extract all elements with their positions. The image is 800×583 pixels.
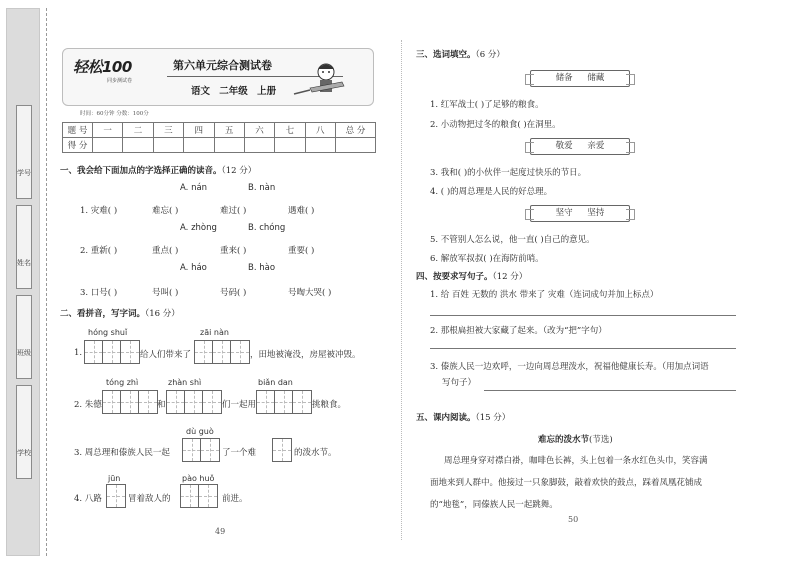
q1-option-b: B. nàn: [248, 183, 276, 193]
section-3-title: 三、选词填空。（6 分）: [416, 50, 505, 60]
cartoon-student-icon: [290, 60, 362, 100]
q1-option-a: A. nán: [180, 183, 208, 193]
sentence-task-2: 2. 那根扁担被大家藏了起来。（改为“把”字句）: [430, 326, 607, 336]
section-1-title: 一、我会给下面加点的字选择正确的读音。（12 分）: [60, 166, 257, 176]
score-input-cell[interactable]: [244, 138, 274, 153]
score-cell: 四: [184, 123, 214, 138]
q2-item[interactable]: 2. 重新( ): [80, 246, 118, 256]
page-number-right: 50: [568, 515, 579, 524]
q2-item[interactable]: 重来( ): [220, 246, 247, 256]
binding-strip: [6, 8, 40, 556]
student-id-label: 学号: [17, 169, 31, 177]
score-cell: 五: [214, 123, 244, 138]
l4-text: 前进。: [222, 494, 248, 504]
sentence-task-3-cont: 写句子）: [442, 378, 477, 388]
writing-grid[interactable]: [272, 438, 292, 462]
fill-blank-question[interactable]: 6. 解放军叔叔( )在海防前哨。: [430, 254, 544, 264]
l1-number: 1.: [74, 348, 83, 358]
pinyin-tongzhi: tóng zhì: [106, 378, 139, 387]
l1-text: ，田地被淹没，房屋被冲毁。: [250, 350, 361, 360]
student-id-box[interactable]: [16, 105, 32, 199]
pinyin-duguo: dù guò: [186, 427, 214, 436]
score-cell: 三: [153, 123, 183, 138]
passage-line: 的“地毯”，同傣族人民一起跳舞。: [430, 500, 558, 510]
page-number-left: 49: [215, 527, 226, 536]
pinyin-zainan: zāi nàn: [200, 328, 229, 337]
fill-blank-question[interactable]: 2. 小动物把过冬的粮食( )在洞里。: [430, 120, 561, 130]
answer-line[interactable]: [430, 348, 736, 349]
q3-item[interactable]: 号叫( ): [152, 288, 179, 298]
pinyin-biandan: biǎn dan: [258, 378, 293, 387]
section-2-title: 二、看拼音，写字词。（16 分）: [60, 309, 180, 319]
writing-grid[interactable]: [194, 340, 250, 364]
score-input-cell[interactable]: [214, 138, 244, 153]
answer-line[interactable]: [430, 315, 736, 316]
fill-blank-question[interactable]: 1. 红军战士( )了足够的粮食。: [430, 100, 544, 110]
l2-text: 们一起用: [222, 400, 257, 410]
sentence-task-3: 3. 傣族人民一边欢呼，一边向周总理泼水，祝福他健康长寿。（用加点词语: [430, 362, 709, 372]
writing-grid[interactable]: [102, 390, 158, 414]
score-cell: 总 分: [336, 123, 376, 138]
brand-subtitle: 同步测试卷: [107, 78, 133, 84]
q1-item[interactable]: 1. 灾难( ): [80, 206, 118, 216]
brand-logo: 轻松100: [73, 58, 132, 76]
section-5-title: 五、课内阅读。（15 分）: [416, 413, 511, 423]
student-name-box[interactable]: [16, 205, 32, 289]
writing-grid[interactable]: [106, 484, 126, 508]
passage-line: 周总理身穿对襟白褂，咖啡色长裤，头上包着一条水红色头巾，笑容满: [444, 456, 708, 466]
passage-title: 难忘的泼水节(节选): [538, 435, 613, 445]
q3-item[interactable]: 3. 口号( ): [80, 288, 118, 298]
score-input-cell[interactable]: [123, 138, 153, 153]
class-label: 班级: [17, 349, 31, 357]
score-cell: 一: [93, 123, 123, 138]
q3-item[interactable]: 号码( ): [220, 288, 247, 298]
passage-line: 面地来到人群中。他接过一只象脚鼓，敲着欢快的鼓点，踩着凤凰花铺成: [430, 478, 703, 488]
q2-option-a: A. zhòng: [180, 223, 217, 233]
pinyin-hongshui: hóng shuǐ: [88, 328, 128, 337]
word-choice-box: 坚守 坚持: [530, 205, 630, 222]
l4-text: 4. 八路: [74, 494, 102, 504]
exam-title: 第六单元综合测试卷: [173, 59, 272, 72]
score-cell: 六: [244, 123, 274, 138]
page-divider: [401, 40, 402, 540]
answer-line[interactable]: [484, 390, 736, 391]
score-cell: 七: [275, 123, 305, 138]
q3-item[interactable]: 号啕大哭( ): [288, 288, 332, 298]
score-table-score-row: [63, 138, 376, 153]
writing-grid[interactable]: [182, 438, 220, 462]
score-input-cell[interactable]: [153, 138, 183, 153]
writing-grid[interactable]: [84, 340, 140, 364]
score-input-cell[interactable]: [305, 138, 335, 153]
section-4-title: 四、按要求写句子。（12 分）: [416, 272, 528, 282]
pinyin-jun: jūn: [108, 474, 121, 483]
fill-blank-question[interactable]: 4. ( )的周总理是人民的好总理。: [430, 187, 553, 197]
score-input-cell[interactable]: [93, 138, 123, 153]
score-input-cell[interactable]: [275, 138, 305, 153]
score-input-cell[interactable]: [184, 138, 214, 153]
fill-blank-question[interactable]: 3. 我和( )的小伙伴一起度过快乐的节日。: [430, 168, 587, 178]
score-table-header-row: [63, 123, 376, 138]
q1-item[interactable]: 难过( ): [220, 206, 247, 216]
score-cell: 得 分: [63, 138, 93, 153]
l4-text: 冒着敌人的: [128, 494, 171, 504]
q1-item[interactable]: 难忘( ): [152, 206, 179, 216]
writing-grid[interactable]: [166, 390, 222, 414]
school-box[interactable]: [16, 385, 32, 479]
q2-option-b: B. chóng: [248, 223, 286, 233]
q2-item[interactable]: 重点( ): [152, 246, 179, 256]
score-input-cell[interactable]: [336, 138, 376, 153]
word-choice-box: 敬爱 亲爱: [530, 138, 630, 155]
fill-blank-question[interactable]: 5. 不管别人怎么说，他一直( )自己的意见。: [430, 235, 595, 245]
student-name-label: 姓名: [17, 259, 31, 267]
l3-text: 了一个难: [222, 448, 257, 458]
exam-subject: 语文 二年级 上册: [191, 86, 277, 97]
q1-item[interactable]: 遇难( ): [288, 206, 315, 216]
word-choice-box: 储备 储藏: [530, 70, 630, 87]
l1-text: 给人们带来了: [140, 350, 192, 360]
q2-item[interactable]: 重要( ): [288, 246, 315, 256]
l2-text: 和: [157, 400, 166, 410]
score-cell: 题 号: [63, 123, 93, 138]
pinyin-paohuo: pào huǒ: [182, 474, 215, 483]
score-cell: 八: [305, 123, 335, 138]
l3-text: 3. 周总理和傣族人民一起: [74, 448, 170, 458]
cut-line: [46, 8, 47, 556]
score-table: [62, 122, 376, 153]
q3-option-b: B. hào: [248, 263, 276, 273]
l2-text: 挑粮食。: [312, 400, 347, 410]
sentence-task-1: 1. 给 百姓 无数的 洪水 带来了 灾难（连词成句并加上标点）: [430, 290, 659, 300]
time-and-score: 时间：60分钟 分数：100分: [80, 111, 149, 117]
l3-text: 的泼水节。: [294, 448, 337, 458]
writing-grid[interactable]: [180, 484, 218, 508]
class-box[interactable]: [16, 295, 32, 379]
l2-text: 2. 朱德: [74, 400, 102, 410]
school-label: 学校: [17, 449, 31, 457]
writing-grid[interactable]: [256, 390, 312, 414]
score-cell: 二: [123, 123, 153, 138]
pinyin-zhanshi: zhàn shì: [168, 378, 202, 387]
q3-option-a: A. háo: [180, 263, 207, 273]
